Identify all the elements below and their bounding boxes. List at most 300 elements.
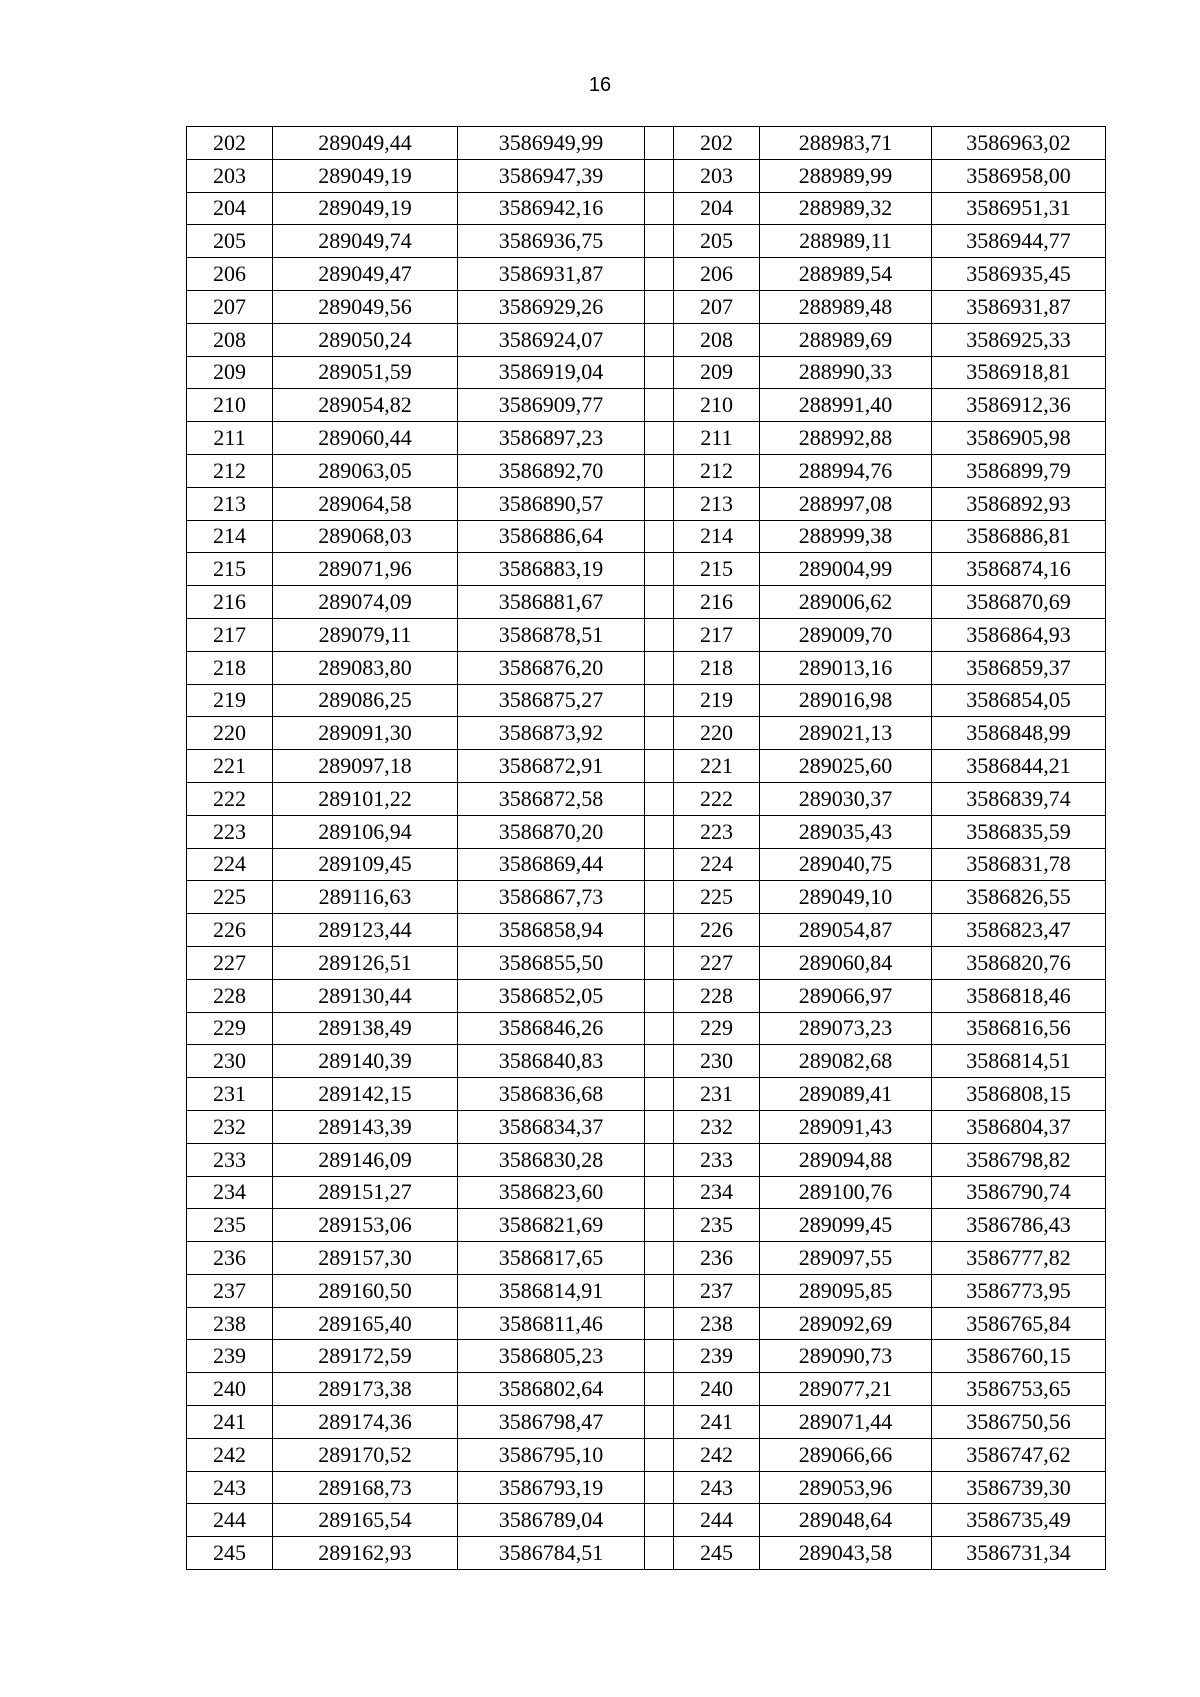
left-point-number-cell: 223 (187, 815, 273, 848)
table-row (187, 192, 1106, 225)
left-point-number-cell: 206 (187, 258, 273, 291)
right-point-number-cell: 209 (674, 356, 760, 389)
right-x-coordinate-cell: 289035,43 (760, 815, 932, 848)
table-row (187, 1471, 1106, 1504)
left-point-number-cell: 224 (187, 848, 273, 881)
right-point-number-cell: 216 (674, 586, 760, 619)
table-row (187, 618, 1106, 651)
left-point-number-cell: 244 (187, 1504, 273, 1537)
left-point-number-cell: 225 (187, 881, 273, 914)
left-point-number-cell: 227 (187, 946, 273, 979)
right-x-coordinate-cell: 289049,10 (760, 881, 932, 914)
separator-cell (645, 127, 674, 160)
separator-cell (645, 914, 674, 947)
table-row (187, 1209, 1106, 1242)
coordinates-table-body (187, 127, 1106, 1570)
left-point-number-cell: 221 (187, 750, 273, 783)
right-x-coordinate-cell: 289060,84 (760, 946, 932, 979)
separator-cell (645, 1176, 674, 1209)
left-point-number-cell: 204 (187, 192, 273, 225)
left-y-coordinate-cell: 3586793,19 (458, 1471, 645, 1504)
right-x-coordinate-cell: 289071,44 (760, 1406, 932, 1439)
right-y-coordinate-cell: 3586798,82 (932, 1143, 1106, 1176)
right-y-coordinate-cell: 3586750,56 (932, 1406, 1106, 1439)
right-x-coordinate-cell: 288989,11 (760, 225, 932, 258)
left-y-coordinate-cell: 3586846,26 (458, 1012, 645, 1045)
right-x-coordinate-cell: 289073,23 (760, 1012, 932, 1045)
left-x-coordinate-cell: 289074,09 (273, 586, 458, 619)
left-y-coordinate-cell: 3586897,23 (458, 422, 645, 455)
right-point-number-cell: 219 (674, 684, 760, 717)
left-x-coordinate-cell: 289165,54 (273, 1504, 458, 1537)
table-row (187, 946, 1106, 979)
left-point-number-cell: 207 (187, 290, 273, 323)
left-x-coordinate-cell: 289168,73 (273, 1471, 458, 1504)
right-x-coordinate-cell: 288983,71 (760, 127, 932, 160)
right-y-coordinate-cell: 3586951,31 (932, 192, 1106, 225)
right-point-number-cell: 231 (674, 1078, 760, 1111)
left-point-number-cell: 218 (187, 651, 273, 684)
left-x-coordinate-cell: 289151,27 (273, 1176, 458, 1209)
table-row (187, 1537, 1106, 1570)
left-y-coordinate-cell: 3586821,69 (458, 1209, 645, 1242)
left-y-coordinate-cell: 3586876,20 (458, 651, 645, 684)
right-x-coordinate-cell: 289091,43 (760, 1110, 932, 1143)
left-x-coordinate-cell: 289162,93 (273, 1537, 458, 1570)
separator-cell (645, 750, 674, 783)
right-y-coordinate-cell: 3586864,93 (932, 618, 1106, 651)
left-x-coordinate-cell: 289174,36 (273, 1406, 458, 1439)
right-point-number-cell: 234 (674, 1176, 760, 1209)
right-x-coordinate-cell: 288991,40 (760, 389, 932, 422)
table-row (187, 127, 1106, 160)
right-point-number-cell: 212 (674, 454, 760, 487)
right-point-number-cell: 232 (674, 1110, 760, 1143)
separator-cell (645, 1110, 674, 1143)
left-y-coordinate-cell: 3586811,46 (458, 1307, 645, 1340)
left-x-coordinate-cell: 289140,39 (273, 1045, 458, 1078)
separator-cell (645, 225, 674, 258)
right-point-number-cell: 217 (674, 618, 760, 651)
right-point-number-cell: 243 (674, 1471, 760, 1504)
table-row (187, 1045, 1106, 1078)
right-point-number-cell: 239 (674, 1340, 760, 1373)
left-y-coordinate-cell: 3586817,65 (458, 1242, 645, 1275)
table-row (187, 290, 1106, 323)
right-point-number-cell: 204 (674, 192, 760, 225)
right-point-number-cell: 214 (674, 520, 760, 553)
right-x-coordinate-cell: 289100,76 (760, 1176, 932, 1209)
left-x-coordinate-cell: 289071,96 (273, 553, 458, 586)
right-y-coordinate-cell: 3586886,81 (932, 520, 1106, 553)
right-point-number-cell: 213 (674, 487, 760, 520)
right-x-coordinate-cell: 289066,66 (760, 1438, 932, 1471)
left-y-coordinate-cell: 3586949,99 (458, 127, 645, 160)
left-point-number-cell: 217 (187, 618, 273, 651)
left-x-coordinate-cell: 289054,82 (273, 389, 458, 422)
separator-cell (645, 1438, 674, 1471)
right-x-coordinate-cell: 289099,45 (760, 1209, 932, 1242)
left-x-coordinate-cell: 289153,06 (273, 1209, 458, 1242)
left-y-coordinate-cell: 3586870,20 (458, 815, 645, 848)
separator-cell (645, 1045, 674, 1078)
right-y-coordinate-cell: 3586808,15 (932, 1078, 1106, 1111)
right-point-number-cell: 236 (674, 1242, 760, 1275)
left-y-coordinate-cell: 3586840,83 (458, 1045, 645, 1078)
left-x-coordinate-cell: 289138,49 (273, 1012, 458, 1045)
left-point-number-cell: 220 (187, 717, 273, 750)
left-y-coordinate-cell: 3586855,50 (458, 946, 645, 979)
table-row (187, 848, 1106, 881)
separator-cell (645, 422, 674, 455)
left-point-number-cell: 215 (187, 553, 273, 586)
left-x-coordinate-cell: 289146,09 (273, 1143, 458, 1176)
right-point-number-cell: 202 (674, 127, 760, 160)
right-x-coordinate-cell: 289040,75 (760, 848, 932, 881)
separator-cell (645, 881, 674, 914)
right-point-number-cell: 237 (674, 1274, 760, 1307)
separator-cell (645, 1242, 674, 1275)
left-x-coordinate-cell: 289173,38 (273, 1373, 458, 1406)
left-x-coordinate-cell: 289049,19 (273, 192, 458, 225)
right-y-coordinate-cell: 3586747,62 (932, 1438, 1106, 1471)
separator-cell (645, 1012, 674, 1045)
right-y-coordinate-cell: 3586844,21 (932, 750, 1106, 783)
right-x-coordinate-cell: 289092,69 (760, 1307, 932, 1340)
left-x-coordinate-cell: 289063,05 (273, 454, 458, 487)
separator-cell (645, 848, 674, 881)
right-point-number-cell: 206 (674, 258, 760, 291)
separator-cell (645, 1504, 674, 1537)
table-row (187, 1274, 1106, 1307)
left-point-number-cell: 228 (187, 979, 273, 1012)
right-y-coordinate-cell: 3586777,82 (932, 1242, 1106, 1275)
table-row (187, 651, 1106, 684)
right-y-coordinate-cell: 3586963,02 (932, 127, 1106, 160)
right-x-coordinate-cell: 289048,64 (760, 1504, 932, 1537)
left-y-coordinate-cell: 3586878,51 (458, 618, 645, 651)
right-point-number-cell: 221 (674, 750, 760, 783)
table-row (187, 389, 1106, 422)
separator-cell (645, 1340, 674, 1373)
table-row (187, 454, 1106, 487)
left-y-coordinate-cell: 3586784,51 (458, 1537, 645, 1570)
left-y-coordinate-cell: 3586802,64 (458, 1373, 645, 1406)
right-x-coordinate-cell: 289090,73 (760, 1340, 932, 1373)
table-row (187, 422, 1106, 455)
right-point-number-cell: 225 (674, 881, 760, 914)
table-row (187, 1242, 1106, 1275)
separator-cell (645, 454, 674, 487)
left-point-number-cell: 210 (187, 389, 273, 422)
separator-cell (645, 1078, 674, 1111)
table-row (187, 881, 1106, 914)
right-y-coordinate-cell: 3586944,77 (932, 225, 1106, 258)
left-point-number-cell: 242 (187, 1438, 273, 1471)
left-point-number-cell: 240 (187, 1373, 273, 1406)
right-point-number-cell: 228 (674, 979, 760, 1012)
left-point-number-cell: 229 (187, 1012, 273, 1045)
separator-cell (645, 323, 674, 356)
left-y-coordinate-cell: 3586798,47 (458, 1406, 645, 1439)
right-y-coordinate-cell: 3586854,05 (932, 684, 1106, 717)
separator-cell (645, 389, 674, 422)
right-x-coordinate-cell: 289054,87 (760, 914, 932, 947)
table-row (187, 586, 1106, 619)
table-row (187, 1373, 1106, 1406)
right-y-coordinate-cell: 3586931,87 (932, 290, 1106, 323)
right-x-coordinate-cell: 288997,08 (760, 487, 932, 520)
right-y-coordinate-cell: 3586816,56 (932, 1012, 1106, 1045)
left-y-coordinate-cell: 3586947,39 (458, 159, 645, 192)
right-y-coordinate-cell: 3586925,33 (932, 323, 1106, 356)
left-x-coordinate-cell: 289049,47 (273, 258, 458, 291)
right-x-coordinate-cell: 289043,58 (760, 1537, 932, 1570)
table-row (187, 1110, 1106, 1143)
left-y-coordinate-cell: 3586875,27 (458, 684, 645, 717)
right-y-coordinate-cell: 3586839,74 (932, 782, 1106, 815)
right-x-coordinate-cell: 288992,88 (760, 422, 932, 455)
separator-cell (645, 618, 674, 651)
left-y-coordinate-cell: 3586795,10 (458, 1438, 645, 1471)
separator-cell (645, 1471, 674, 1504)
left-y-coordinate-cell: 3586805,23 (458, 1340, 645, 1373)
left-point-number-cell: 211 (187, 422, 273, 455)
right-point-number-cell: 203 (674, 159, 760, 192)
left-x-coordinate-cell: 289086,25 (273, 684, 458, 717)
left-y-coordinate-cell: 3586936,75 (458, 225, 645, 258)
separator-cell (645, 1143, 674, 1176)
right-y-coordinate-cell: 3586826,55 (932, 881, 1106, 914)
left-point-number-cell: 238 (187, 1307, 273, 1340)
left-x-coordinate-cell: 289130,44 (273, 979, 458, 1012)
right-x-coordinate-cell: 289013,16 (760, 651, 932, 684)
left-point-number-cell: 219 (187, 684, 273, 717)
right-y-coordinate-cell: 3586958,00 (932, 159, 1106, 192)
left-x-coordinate-cell: 289060,44 (273, 422, 458, 455)
right-x-coordinate-cell: 288990,33 (760, 356, 932, 389)
right-point-number-cell: 210 (674, 389, 760, 422)
right-point-number-cell: 227 (674, 946, 760, 979)
right-x-coordinate-cell: 288989,48 (760, 290, 932, 323)
right-x-coordinate-cell: 288999,38 (760, 520, 932, 553)
table-row (187, 717, 1106, 750)
left-x-coordinate-cell: 289165,40 (273, 1307, 458, 1340)
separator-cell (645, 1373, 674, 1406)
left-point-number-cell: 212 (187, 454, 273, 487)
right-x-coordinate-cell: 289030,37 (760, 782, 932, 815)
left-point-number-cell: 208 (187, 323, 273, 356)
left-y-coordinate-cell: 3586929,26 (458, 290, 645, 323)
left-y-coordinate-cell: 3586836,68 (458, 1078, 645, 1111)
left-y-coordinate-cell: 3586909,77 (458, 389, 645, 422)
right-x-coordinate-cell: 288989,54 (760, 258, 932, 291)
right-x-coordinate-cell: 288989,99 (760, 159, 932, 192)
table-row (187, 1176, 1106, 1209)
right-y-coordinate-cell: 3586912,36 (932, 389, 1106, 422)
right-point-number-cell: 244 (674, 1504, 760, 1537)
left-point-number-cell: 203 (187, 159, 273, 192)
right-y-coordinate-cell: 3586786,43 (932, 1209, 1106, 1242)
right-y-coordinate-cell: 3586804,37 (932, 1110, 1106, 1143)
separator-cell (645, 1537, 674, 1570)
right-point-number-cell: 238 (674, 1307, 760, 1340)
right-y-coordinate-cell: 3586935,45 (932, 258, 1106, 291)
separator-cell (645, 815, 674, 848)
left-point-number-cell: 232 (187, 1110, 273, 1143)
separator-cell (645, 1274, 674, 1307)
right-point-number-cell: 229 (674, 1012, 760, 1045)
right-y-coordinate-cell: 3586905,98 (932, 422, 1106, 455)
table-row (187, 1504, 1106, 1537)
left-point-number-cell: 231 (187, 1078, 273, 1111)
table-row (187, 1340, 1106, 1373)
right-y-coordinate-cell: 3586765,84 (932, 1307, 1106, 1340)
right-x-coordinate-cell: 289009,70 (760, 618, 932, 651)
left-x-coordinate-cell: 289143,39 (273, 1110, 458, 1143)
left-x-coordinate-cell: 289126,51 (273, 946, 458, 979)
page-number: 16 (588, 74, 612, 96)
separator-cell (645, 192, 674, 225)
left-y-coordinate-cell: 3586886,64 (458, 520, 645, 553)
right-y-coordinate-cell: 3586735,49 (932, 1504, 1106, 1537)
left-x-coordinate-cell: 289049,56 (273, 290, 458, 323)
table-row (187, 1143, 1106, 1176)
separator-cell (645, 651, 674, 684)
right-point-number-cell: 215 (674, 553, 760, 586)
table-row (187, 782, 1106, 815)
right-x-coordinate-cell: 289016,98 (760, 684, 932, 717)
left-y-coordinate-cell: 3586892,70 (458, 454, 645, 487)
left-x-coordinate-cell: 289123,44 (273, 914, 458, 947)
right-y-coordinate-cell: 3586790,74 (932, 1176, 1106, 1209)
right-x-coordinate-cell: 289097,55 (760, 1242, 932, 1275)
table-row (187, 323, 1106, 356)
right-point-number-cell: 224 (674, 848, 760, 881)
left-point-number-cell: 230 (187, 1045, 273, 1078)
left-x-coordinate-cell: 289049,19 (273, 159, 458, 192)
right-y-coordinate-cell: 3586818,46 (932, 979, 1106, 1012)
right-point-number-cell: 211 (674, 422, 760, 455)
separator-cell (645, 979, 674, 1012)
left-point-number-cell: 241 (187, 1406, 273, 1439)
right-point-number-cell: 205 (674, 225, 760, 258)
separator-cell (645, 356, 674, 389)
right-y-coordinate-cell: 3586859,37 (932, 651, 1106, 684)
left-point-number-cell: 213 (187, 487, 273, 520)
right-point-number-cell: 220 (674, 717, 760, 750)
right-y-coordinate-cell: 3586835,59 (932, 815, 1106, 848)
left-point-number-cell: 243 (187, 1471, 273, 1504)
left-x-coordinate-cell: 289068,03 (273, 520, 458, 553)
left-x-coordinate-cell: 289091,30 (273, 717, 458, 750)
left-point-number-cell: 235 (187, 1209, 273, 1242)
left-x-coordinate-cell: 289064,58 (273, 487, 458, 520)
right-x-coordinate-cell: 289094,88 (760, 1143, 932, 1176)
table-row (187, 356, 1106, 389)
separator-cell (645, 487, 674, 520)
left-point-number-cell: 205 (187, 225, 273, 258)
right-point-number-cell: 241 (674, 1406, 760, 1439)
right-point-number-cell: 208 (674, 323, 760, 356)
left-point-number-cell: 237 (187, 1274, 273, 1307)
left-y-coordinate-cell: 3586942,16 (458, 192, 645, 225)
left-y-coordinate-cell: 3586883,19 (458, 553, 645, 586)
table-row (187, 815, 1106, 848)
right-x-coordinate-cell: 289095,85 (760, 1274, 932, 1307)
table-row (187, 553, 1106, 586)
right-y-coordinate-cell: 3586731,34 (932, 1537, 1106, 1570)
coordinates-table (186, 126, 1106, 1570)
right-y-coordinate-cell: 3586848,99 (932, 717, 1106, 750)
left-y-coordinate-cell: 3586789,04 (458, 1504, 645, 1537)
separator-cell (645, 553, 674, 586)
right-x-coordinate-cell: 289004,99 (760, 553, 932, 586)
right-point-number-cell: 242 (674, 1438, 760, 1471)
right-x-coordinate-cell: 289066,97 (760, 979, 932, 1012)
left-x-coordinate-cell: 289106,94 (273, 815, 458, 848)
left-y-coordinate-cell: 3586872,58 (458, 782, 645, 815)
left-x-coordinate-cell: 289160,50 (273, 1274, 458, 1307)
table-row (187, 487, 1106, 520)
left-x-coordinate-cell: 289109,45 (273, 848, 458, 881)
right-y-coordinate-cell: 3586918,81 (932, 356, 1106, 389)
left-y-coordinate-cell: 3586830,28 (458, 1143, 645, 1176)
separator-cell (645, 782, 674, 815)
table-row (187, 979, 1106, 1012)
right-point-number-cell: 207 (674, 290, 760, 323)
left-point-number-cell: 233 (187, 1143, 273, 1176)
right-y-coordinate-cell: 3586739,30 (932, 1471, 1106, 1504)
separator-cell (645, 1209, 674, 1242)
left-y-coordinate-cell: 3586823,60 (458, 1176, 645, 1209)
left-y-coordinate-cell: 3586858,94 (458, 914, 645, 947)
table-row (187, 225, 1106, 258)
left-y-coordinate-cell: 3586834,37 (458, 1110, 645, 1143)
right-y-coordinate-cell: 3586899,79 (932, 454, 1106, 487)
separator-cell (645, 290, 674, 323)
table-row (187, 258, 1106, 291)
separator-cell (645, 1406, 674, 1439)
separator-cell (645, 586, 674, 619)
left-y-coordinate-cell: 3586919,04 (458, 356, 645, 389)
left-y-coordinate-cell: 3586924,07 (458, 323, 645, 356)
right-y-coordinate-cell: 3586823,47 (932, 914, 1106, 947)
table-row (187, 1078, 1106, 1111)
right-y-coordinate-cell: 3586831,78 (932, 848, 1106, 881)
right-x-coordinate-cell: 289089,41 (760, 1078, 932, 1111)
table-row (187, 520, 1106, 553)
left-point-number-cell: 245 (187, 1537, 273, 1570)
table-row (187, 1012, 1106, 1045)
right-y-coordinate-cell: 3586870,69 (932, 586, 1106, 619)
left-point-number-cell: 209 (187, 356, 273, 389)
left-y-coordinate-cell: 3586852,05 (458, 979, 645, 1012)
left-x-coordinate-cell: 289172,59 (273, 1340, 458, 1373)
separator-cell (645, 520, 674, 553)
right-x-coordinate-cell: 288994,76 (760, 454, 932, 487)
right-x-coordinate-cell: 288989,69 (760, 323, 932, 356)
table-row (187, 1406, 1106, 1439)
left-point-number-cell: 202 (187, 127, 273, 160)
right-point-number-cell: 230 (674, 1045, 760, 1078)
separator-cell (645, 258, 674, 291)
right-point-number-cell: 233 (674, 1143, 760, 1176)
right-x-coordinate-cell: 289025,60 (760, 750, 932, 783)
left-y-coordinate-cell: 3586814,91 (458, 1274, 645, 1307)
right-x-coordinate-cell: 289077,21 (760, 1373, 932, 1406)
right-x-coordinate-cell: 288989,32 (760, 192, 932, 225)
